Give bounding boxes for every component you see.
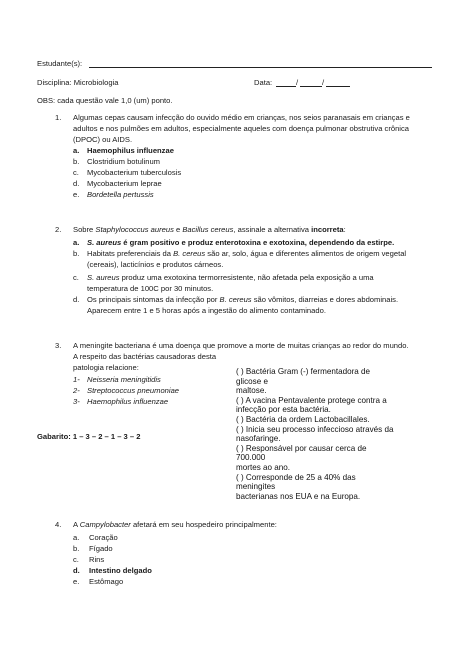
answer-key: Gabarito: 1 – 3 – 2 – 1 – 3 – 2: [37, 432, 141, 441]
question-number: 3.: [55, 341, 62, 350]
match-line: nasofaringe.: [236, 434, 281, 444]
date-slash: /: [296, 78, 299, 87]
option-text: Mycobacterium tuberculosis: [87, 168, 182, 177]
date-label: Data:: [254, 78, 273, 87]
option-text: Haemophilus influenzae: [87, 146, 174, 155]
q3-stem-line: A meningite bacteriana é uma doença que promove a morte de muitas crianças ao redor do mundo.: [73, 341, 409, 350]
match-line: infecção por esta bactéria.: [236, 405, 331, 415]
match-line[interactable]: ( ) Bactéria da ordem Lactobacillales.: [236, 414, 370, 424]
match-line: bacterianas nos EUA e na Europa.: [236, 491, 361, 501]
option-text: Estômago: [89, 577, 124, 586]
option-label: a.: [73, 146, 80, 155]
discipline-label: Disciplina: Microbiologia: [37, 78, 119, 87]
option-text: Fígado: [89, 544, 113, 553]
option-label: b.: [73, 157, 80, 166]
option-text: Intestino delgado: [89, 566, 152, 575]
item-label: 1-: [73, 375, 80, 384]
student-name-field[interactable]: [89, 67, 432, 68]
q3-stem-line: patologia relacione:: [73, 363, 139, 372]
date-day-field[interactable]: [276, 86, 296, 87]
q2-stem: Sobre Staphylococcus aureus e Bacillus cereus, assinale a alternativa incorreta:: [73, 225, 346, 234]
match-line[interactable]: ( ) Corresponde de 25 a 40% das: [236, 472, 356, 482]
date-slash: /: [322, 78, 325, 87]
option-text: Mycobacterium leprae: [87, 179, 162, 188]
item-label: 3-: [73, 397, 80, 406]
match-line: 700.000: [236, 453, 266, 463]
q4-stem: A Campylobacter afetará em seu hospedeiro principalmente:: [73, 520, 277, 529]
match-line[interactable]: ( ) Responsável por causar cerca de: [236, 443, 367, 453]
option-label: c.: [73, 168, 79, 177]
option-label: e.: [73, 577, 80, 586]
q3-match-box: [236, 367, 436, 501]
option-text: Clostridium botulinum: [87, 157, 161, 166]
question-number: 1.: [55, 113, 62, 122]
option-label: b.: [73, 249, 80, 258]
item-text: Streptococcus pneumoniae: [87, 386, 180, 395]
student-label: Estudante(s):: [37, 59, 83, 68]
q3-stem-line: A respeito das bactérias causadoras desta: [73, 352, 217, 361]
q1-stem-line: Algumas cepas causam infecção do ouvido médio em crianças, nos seios paranasais em crianças e: [73, 113, 410, 122]
item-label: 2-: [73, 386, 80, 395]
match-line: glicose e: [236, 376, 268, 386]
option-text: S. aureus produz uma exotoxina termorresistente, não afetada pela exposição a uma: [87, 273, 374, 282]
option-text: Bordetella pertussis: [87, 190, 154, 199]
date-year-field[interactable]: [326, 86, 350, 87]
option-text: S. aureus é gram positivo e produz enterotoxina e exotoxina, dependendo da estirpe.: [87, 238, 395, 247]
option-text-continued: (cereais), lacticínios e produtos cárneos.: [87, 260, 224, 269]
option-label: d.: [73, 566, 80, 575]
option-text-continued: Aparecem entre 1 e 5 horas após a ingestão do alimento contaminado.: [87, 306, 326, 315]
option-text: Coração: [89, 533, 118, 542]
match-line: meningites: [236, 482, 276, 492]
option-text: Os principais sintomas da infecção por B. cereus são vômitos, diarreias e dores abdominais.: [87, 295, 399, 304]
match-line: mortes ao ano.: [236, 462, 290, 472]
match-line: maltose.: [236, 386, 267, 396]
option-text: Rins: [89, 555, 105, 564]
option-label: d.: [73, 295, 80, 304]
option-label: e.: [73, 190, 80, 199]
option-label: a.: [73, 238, 80, 247]
option-label: d.: [73, 179, 80, 188]
date-month-field[interactable]: [300, 86, 322, 87]
match-line[interactable]: ( ) Bactéria Gram (-) fermentadora de: [236, 367, 371, 376]
question-number: 4.: [55, 520, 62, 529]
item-text: Neisseria meningitidis: [87, 375, 161, 384]
q1-stem-line: (DPOC) ou AIDS.: [73, 135, 133, 144]
match-line[interactable]: ( ) A vacina Pentavalente protege contra a: [236, 395, 387, 405]
match-line[interactable]: ( ) Inicia seu processo infeccioso através da: [236, 424, 394, 434]
option-label: a.: [73, 533, 80, 542]
q1-stem-line: adultos e nos pulmões em adultos, especialmente aqueles com doença pulmonar obstrutiva crônica: [73, 124, 410, 133]
option-text: Habitats preferenciais da B. cereus são ar, solo, água e diferentes alimentos de origem vegetal: [87, 249, 407, 258]
question-number: 2.: [55, 225, 62, 234]
option-label: c.: [73, 273, 79, 282]
option-label: b.: [73, 544, 80, 553]
option-label: c.: [73, 555, 79, 564]
option-text-continued: temperatura de 100C por 30 minutos.: [87, 284, 214, 293]
item-text: Haemophilus influenzae: [87, 397, 169, 406]
obs-note: OBS: cada questão vale 1,0 (um) ponto.: [37, 96, 173, 105]
